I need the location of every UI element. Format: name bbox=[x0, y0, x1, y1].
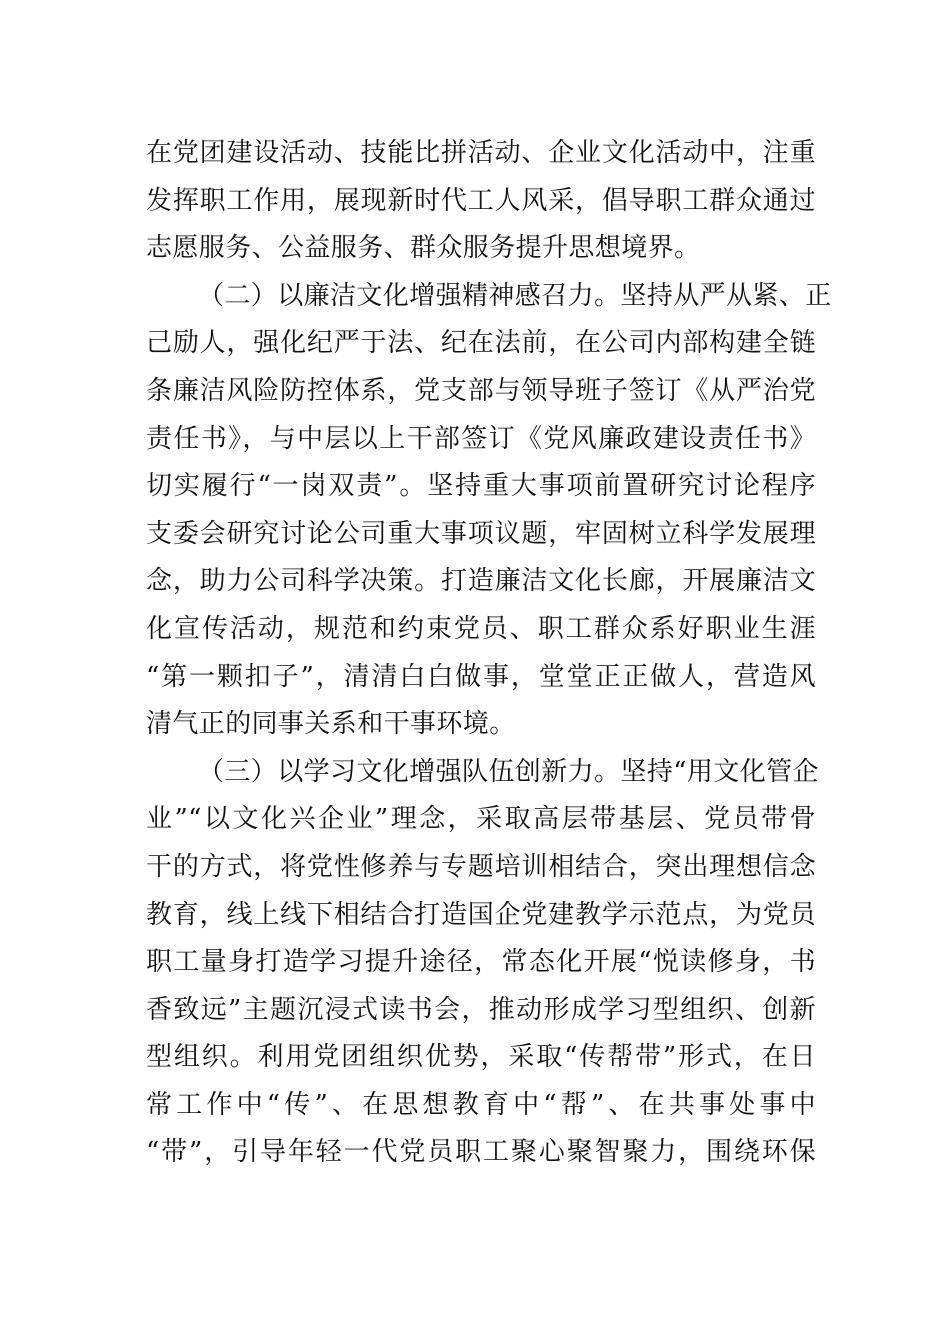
text-line: 切实履行“一岗双责”。坚持重大事项前置研究讨论程序 bbox=[146, 471, 816, 502]
text-line: 己励人，强化纪严于法、纪在法前，在公司内部构建全链 bbox=[146, 328, 816, 359]
text-line: 教育，线上线下相结合打造国企党建教学示范点，为党员 bbox=[146, 899, 816, 930]
text-line: 念，助力公司科学决策。打造廉洁文化长廊，开展廉洁文 bbox=[146, 566, 816, 597]
text-line: 常工作中“传”、在思想教育中“帮”、在共事处事中 bbox=[146, 1089, 816, 1120]
text-line: 志愿服务、公益服务、群众服务提升思想境界。 bbox=[146, 233, 701, 264]
text-line: 干的方式，将党性修养与专题培训相结合，突出理想信念 bbox=[146, 851, 816, 882]
document-body bbox=[146, 130, 832, 1177]
text-line: “第一颗扣子”，清清白白做事，堂堂正正做人，营造风 bbox=[146, 661, 816, 692]
text-line: “带”，引导年轻一代党员职工聚心聚智聚力，围绕环保 bbox=[146, 1137, 816, 1168]
text-line: 业”“以文化兴企业”理念，采取高层带基层、党员带骨 bbox=[146, 804, 816, 835]
text-line: 型组织。利用党团组织优势，采取“传帮带”形式，在日 bbox=[146, 1042, 816, 1073]
text-line: 支委会研究讨论公司重大事项议题，牢固树立科学发展理 bbox=[146, 518, 816, 549]
text-line: 清气正的同事关系和干事环境。 bbox=[146, 709, 516, 740]
text-line: 条廉洁风险防控体系，党支部与领导班子签订《从严治党 bbox=[146, 375, 816, 406]
text-line: 发挥职工作用，展现新时代工人风采，倡导职工群众通过 bbox=[146, 185, 816, 216]
section-heading-line: （二）以廉洁文化增强精神感召力。坚持从严从紧、正 bbox=[198, 280, 832, 311]
text-line: 香致远”主题沉浸式读书会，推动形成学习型组织、创新 bbox=[146, 994, 816, 1025]
text-line: 在党团建设活动、技能比拼活动、企业文化活动中，注重 bbox=[146, 138, 816, 168]
text-line: 责任书》，与中层以上干部签订《党风廉政建设责任书》 bbox=[146, 423, 816, 454]
text-line: 职工量身打造学习提升途径，常态化开展“悦读修身，书 bbox=[146, 947, 816, 978]
text-line: 化宣传活动，规范和约束党员、职工群众系好职业生涯 bbox=[146, 613, 816, 644]
section-heading-line: （三）以学习文化增强队伍创新力。坚持“用文化管企 bbox=[198, 756, 819, 787]
